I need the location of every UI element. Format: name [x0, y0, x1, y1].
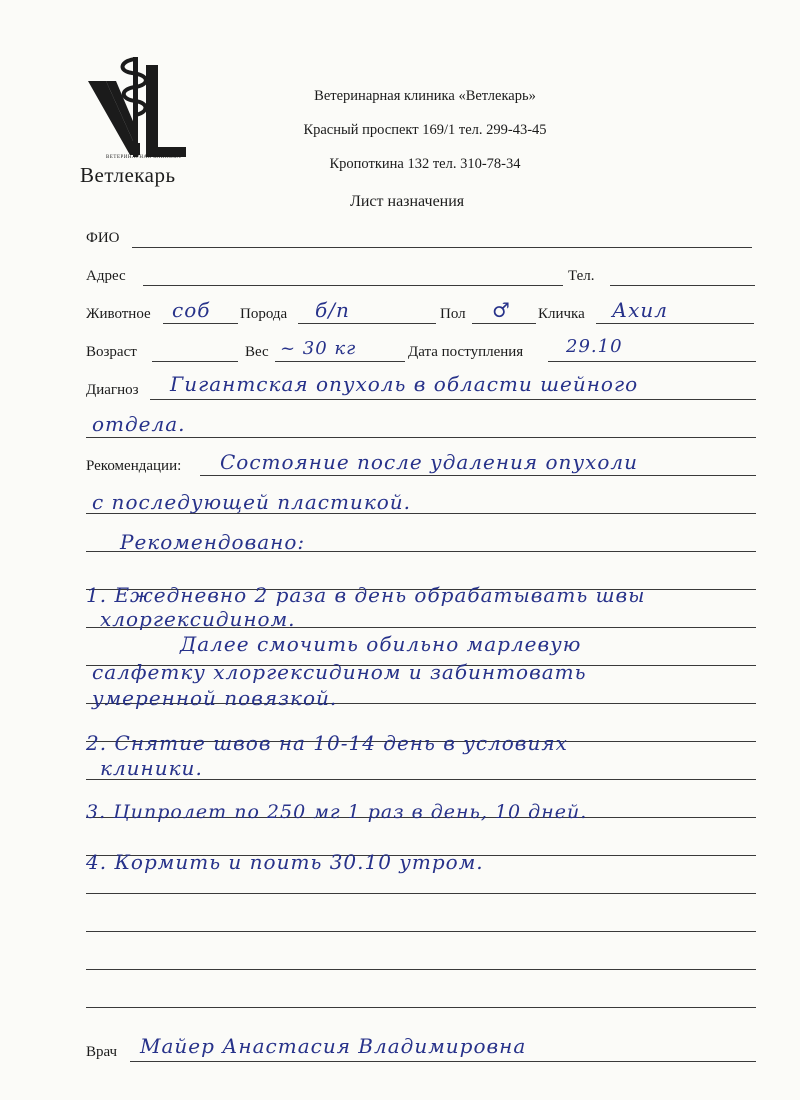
weight-line: [275, 361, 405, 362]
diagnosis-line-2: [86, 437, 756, 438]
vl-monogram-icon: [80, 55, 200, 165]
item-line-4: салфетку хлоргексидином и забинтовать: [92, 660, 587, 684]
clinic-address-2: Кропоткина 132 тел. 310-78-34: [329, 156, 521, 172]
item-line-3: Далее смочить обильно марлевую: [180, 632, 582, 656]
item-line-5: умеренной повязкой.: [92, 686, 338, 710]
form-title: Лист назначения: [350, 193, 465, 210]
label-nickname: Кличка: [538, 306, 585, 322]
clinic-name: Ветеринарная клиника «Ветлекарь»: [314, 88, 536, 104]
label-admission-date: Дата поступления: [408, 344, 524, 360]
age-line: [152, 361, 238, 362]
breed-line: [298, 323, 436, 324]
recommendations-line-1: [200, 475, 756, 476]
weight-value: ~ 30 кг: [280, 338, 357, 359]
recommended-heading: Рекомендовано:: [120, 530, 306, 554]
recommendation-text-2: с последующей пластикой.: [92, 490, 412, 514]
sex-value: ♂: [492, 298, 511, 322]
label-doctor: Врач: [86, 1044, 118, 1060]
clinic-logo: [80, 55, 200, 190]
animal-line: [163, 323, 238, 324]
label-age: Возраст: [86, 344, 137, 360]
breed-value: б/п: [315, 298, 350, 322]
nickname-value: Ахил: [612, 298, 669, 322]
label-address: Адрес: [86, 268, 126, 284]
item-line-8: 3. Ципролет по 250 мг 1 раз в день, 10 дней.: [86, 801, 588, 823]
ruled-line: [86, 931, 756, 932]
diagnosis-text-1: Гигантская опухоль в области шейного: [170, 372, 639, 396]
diagnosis-text-2: отдела.: [92, 412, 186, 436]
ruled-line: [86, 969, 756, 970]
admission-date-line: [548, 361, 756, 362]
label-weight: Вес: [245, 344, 269, 360]
phone-line: [610, 285, 755, 286]
diagnosis-line-1: [150, 399, 756, 400]
ruled-line: [86, 1007, 756, 1008]
item-line-7: клиники.: [100, 756, 203, 780]
label-animal: Животное: [86, 306, 151, 322]
fio-line: [132, 247, 752, 248]
sex-line: [472, 323, 536, 324]
label-sex: Пол: [440, 306, 466, 322]
recommendation-text-1: Состояние после удаления опухоли: [220, 450, 638, 474]
label-diagnosis: Диагноз: [86, 382, 139, 398]
item-line-1: 1. Ежедневно 2 раза в день обрабатывать швы: [86, 583, 646, 607]
clinic-address-1: Красный проспект 169/1 тел. 299-43-45: [303, 122, 547, 138]
item-line-6: 2. Снятие швов на 10-14 день в условиях: [86, 731, 568, 755]
animal-value: соб: [172, 298, 211, 322]
item-line-9: 4. Кормить и поить 30.10 утром.: [86, 850, 484, 874]
label-fio: ФИО: [86, 230, 120, 246]
logo-microtext: ВЕТЕРИНАРНАЯ КЛИНИКА: [106, 155, 182, 160]
doctor-line: [130, 1061, 756, 1062]
label-recommendations: Рекомендации:: [86, 458, 182, 474]
admission-date-value: 29.10: [566, 336, 623, 357]
logo-wordmark: Ветлекарь: [80, 163, 176, 187]
label-breed: Порода: [240, 306, 288, 322]
nickname-line: [596, 323, 754, 324]
doctor-value: Майер Анастасия Владимировна: [140, 1034, 527, 1058]
label-phone: Тел.: [568, 268, 595, 284]
item-line-2: хлоргексидином.: [100, 607, 296, 631]
ruled-line: [86, 893, 756, 894]
address-line: [143, 285, 563, 286]
